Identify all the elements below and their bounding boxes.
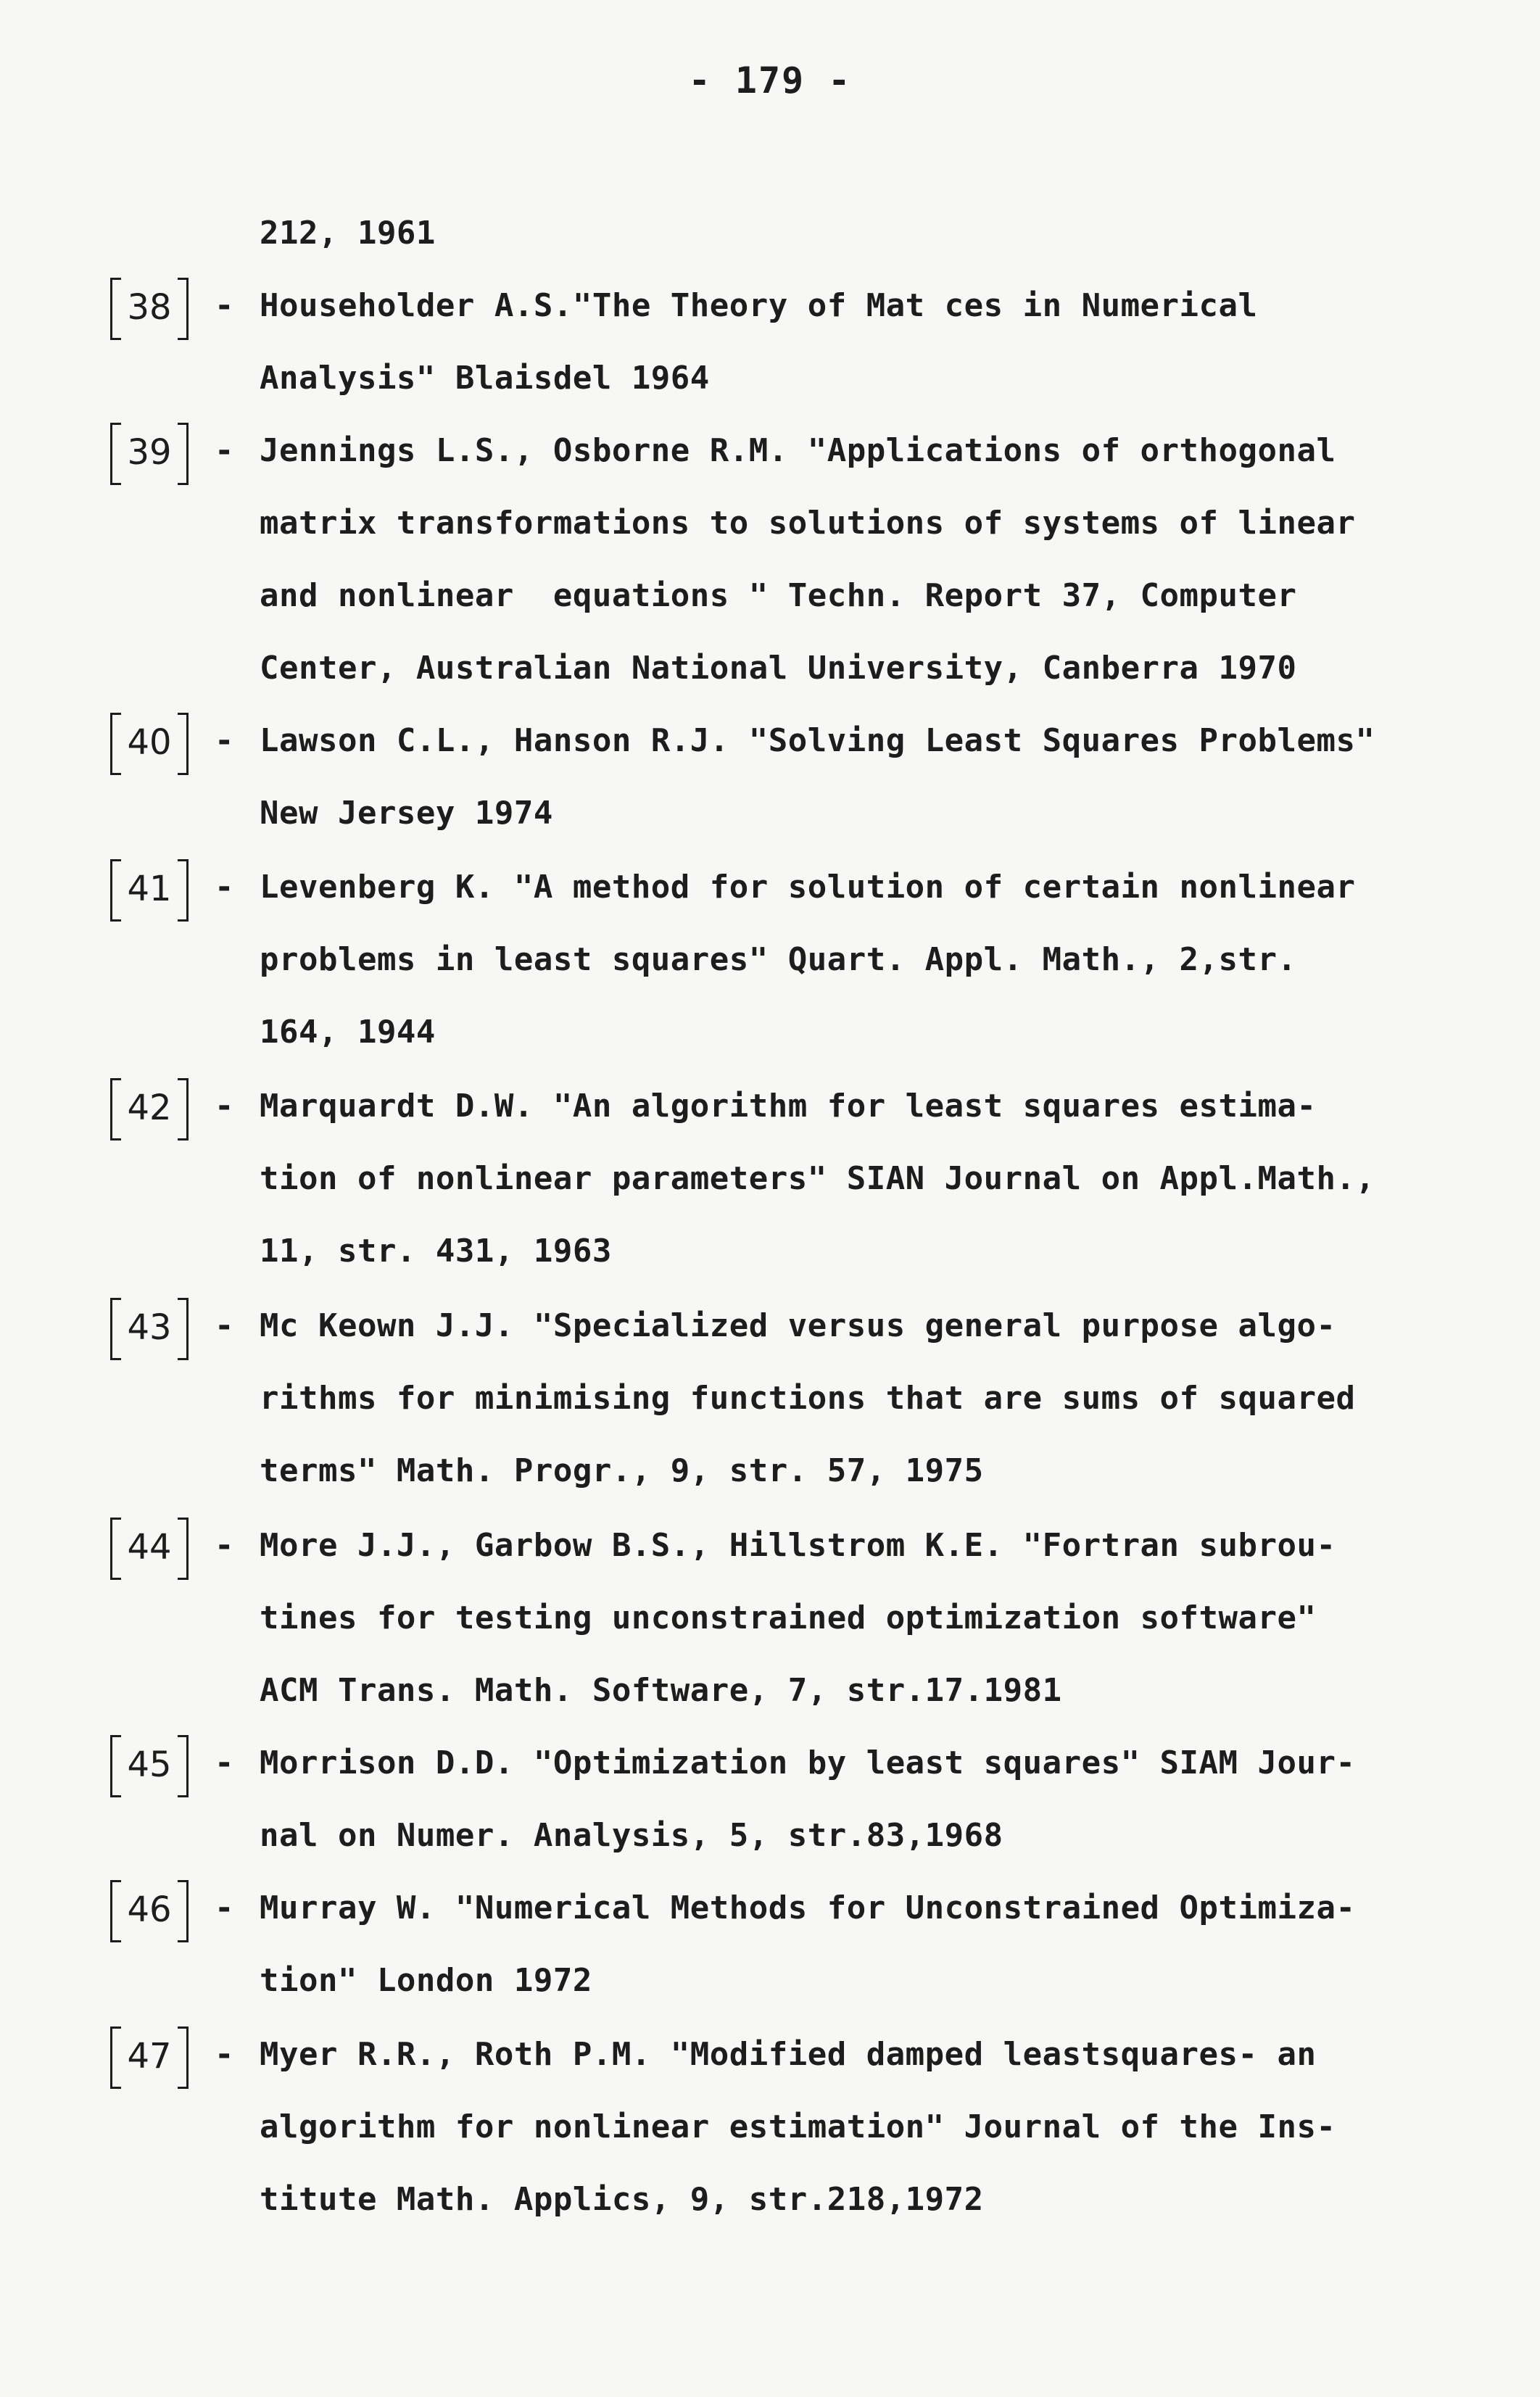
reference-line: 11, str. 431, 1963 bbox=[260, 1233, 612, 1270]
reference-number: 44 bbox=[110, 1518, 189, 1577]
reference-dash: - bbox=[215, 432, 234, 469]
reference-number: 41 bbox=[110, 859, 189, 919]
reference-line: tion of nonlinear parameters" SIAN Journal on Appl.Math., bbox=[260, 1160, 1375, 1197]
reference-line: matrix transformations to solutions of systems of linear bbox=[260, 505, 1356, 542]
reference-number: 38 bbox=[110, 278, 189, 337]
reference-line: ACM Trans. Math. Software, 7, str.17.1981 bbox=[260, 1672, 1062, 1709]
reference-dash: - bbox=[215, 722, 234, 759]
reference-line: More J.J., Garbow B.S., Hillstrom K.E. "Fortran subrou- bbox=[260, 1527, 1336, 1564]
reference-dash: - bbox=[215, 1527, 234, 1564]
reference-line: Center, Australian National University, Canberra 1970 bbox=[260, 650, 1297, 687]
reference-number: 46 bbox=[110, 1880, 189, 1939]
reference-line: Lawson C.L., Hanson R.J. "Solving Least Squares Problems" bbox=[260, 722, 1375, 759]
reference-line: Householder A.S."The Theory of Mat ces in Numerical bbox=[260, 287, 1258, 324]
reference-line: Myer R.R., Roth P.M. "Modified damped leastsquares- an bbox=[260, 2036, 1317, 2073]
reference-line: titute Math. Applics, 9, str.218,1972 bbox=[260, 2181, 984, 2218]
reference-line: terms" Math. Progr., 9, str. 57, 1975 bbox=[260, 1452, 984, 1489]
reference-dash: - bbox=[215, 1307, 234, 1344]
reference-dash: - bbox=[215, 1088, 234, 1125]
reference-line: tines for testing unconstrained optimization software" bbox=[260, 1599, 1317, 1636]
reference-number: 39 bbox=[110, 423, 189, 482]
reference-line: algorithm for nonlinear estimation" Journal of the Ins- bbox=[260, 2108, 1336, 2145]
reference-dash: - bbox=[215, 287, 234, 324]
continuation-line: 212, 1961 bbox=[260, 215, 436, 252]
reference-number: 40 bbox=[110, 713, 189, 772]
page-number: - 179 - bbox=[688, 59, 852, 102]
reference-line: rithms for minimising functions that are sums of squared bbox=[260, 1380, 1356, 1417]
reference-line: Mc Keown J.J. "Specialized versus general purpose algo- bbox=[260, 1307, 1336, 1344]
reference-line: Analysis" Blaisdel 1964 bbox=[260, 360, 710, 397]
reference-line: Morrison D.D. "Optimization by least squares" SIAM Jour- bbox=[260, 1744, 1356, 1781]
reference-dash: - bbox=[215, 1744, 234, 1781]
reference-line: and nonlinear equations " Techn. Report 37, Computer bbox=[260, 577, 1297, 614]
reference-number: 43 bbox=[110, 1298, 189, 1357]
reference-number: 42 bbox=[110, 1078, 189, 1138]
reference-number: 47 bbox=[110, 2027, 189, 2086]
reference-line: Marquardt D.W. "An algorithm for least squares estima- bbox=[260, 1088, 1317, 1125]
reference-line: Levenberg K. "A method for solution of certain nonlinear bbox=[260, 869, 1356, 906]
reference-line: Murray W. "Numerical Methods for Unconstrained Optimiza- bbox=[260, 1889, 1356, 1926]
reference-line: nal on Numer. Analysis, 5, str.83,1968 bbox=[260, 1817, 1003, 1854]
reference-line: 164, 1944 bbox=[260, 1014, 436, 1051]
reference-dash: - bbox=[215, 2036, 234, 2073]
reference-line: Jennings L.S., Osborne R.M. "Applications of orthogonal bbox=[260, 432, 1336, 469]
reference-dash: - bbox=[215, 1889, 234, 1926]
reference-line: tion" London 1972 bbox=[260, 1962, 592, 1999]
reference-line: New Jersey 1974 bbox=[260, 795, 553, 832]
reference-number: 45 bbox=[110, 1735, 189, 1794]
reference-line: problems in least squares" Quart. Appl. Math., 2,str. bbox=[260, 941, 1297, 978]
reference-dash: - bbox=[215, 869, 234, 906]
